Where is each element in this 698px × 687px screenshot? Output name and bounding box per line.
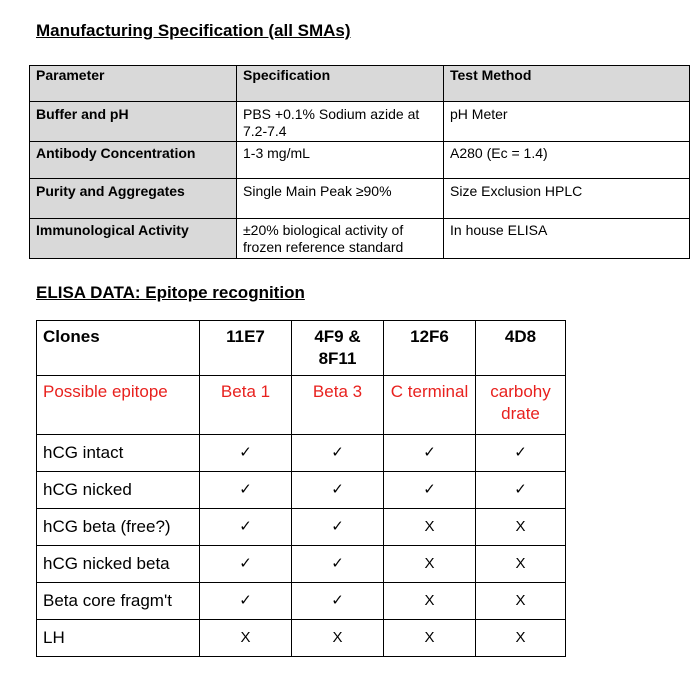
spec-title: Manufacturing Specification (all SMAs) — [36, 21, 351, 40]
spec-parameter: Buffer and pH — [30, 102, 237, 142]
spec-specification: 1-3 mg/mL — [237, 142, 444, 179]
elisa-row — [37, 472, 566, 509]
result-mark: ✓ — [200, 546, 292, 583]
spec-row — [30, 179, 690, 219]
result-mark: ✓ — [292, 472, 384, 509]
result-mark: X — [384, 509, 476, 546]
result-mark: ✓ — [292, 546, 384, 583]
spec-test-method: Size Exclusion HPLC — [444, 179, 690, 219]
spec-parameter: Immunological Activity — [30, 219, 237, 259]
result-mark: ✓ — [476, 472, 566, 509]
elisa-row-label: hCG nicked beta — [37, 546, 200, 583]
result-mark: ✓ — [200, 583, 292, 620]
elisa-header-label: Clones — [37, 321, 200, 376]
spec-test-method: pH Meter — [444, 102, 690, 142]
elisa-row-label: hCG intact — [37, 435, 200, 472]
epitope-cell: Beta 1 — [200, 376, 292, 435]
elisa-row — [37, 509, 566, 546]
spec-header-parameter: Parameter — [30, 66, 237, 102]
spec-specification: Single Main Peak ≥90% — [237, 179, 444, 219]
result-mark: ✓ — [384, 435, 476, 472]
spec-specification: PBS +0.1% Sodium azide at 7.2-7.4 — [237, 102, 444, 142]
result-mark: X — [384, 546, 476, 583]
elisa-row-label: LH — [37, 620, 200, 657]
clone-header: 4F9 & 8F11 — [292, 321, 384, 376]
result-mark: ✓ — [200, 435, 292, 472]
elisa-table — [36, 320, 566, 657]
spec-row — [30, 102, 690, 142]
spec-parameter: Antibody Concentration — [30, 142, 237, 179]
result-mark: X — [476, 509, 566, 546]
result-mark: ✓ — [292, 583, 384, 620]
result-mark: X — [476, 620, 566, 657]
spec-row — [30, 219, 690, 259]
result-mark: ✓ — [292, 435, 384, 472]
spec-header-row — [30, 66, 690, 102]
result-mark: ✓ — [200, 472, 292, 509]
spec-parameter: Purity and Aggregates — [30, 179, 237, 219]
result-mark: ✓ — [292, 509, 384, 546]
clone-header: 4D8 — [476, 321, 566, 376]
elisa-row-label: hCG beta (free?) — [37, 509, 200, 546]
elisa-row — [37, 435, 566, 472]
result-mark: X — [476, 546, 566, 583]
spec-specification: ±20% biological activity of frozen reference standard — [237, 219, 444, 259]
spec-table — [29, 65, 690, 259]
spec-header-specification: Specification — [237, 66, 444, 102]
spec-row — [30, 142, 690, 179]
result-mark: X — [200, 620, 292, 657]
result-mark: ✓ — [476, 435, 566, 472]
epitope-cell: C terminal — [384, 376, 476, 435]
clone-header: 12F6 — [384, 321, 476, 376]
epitope-cell: carbohy drate — [476, 376, 566, 435]
elisa-header-row — [37, 321, 566, 376]
elisa-row-label: hCG nicked — [37, 472, 200, 509]
result-mark: X — [476, 583, 566, 620]
spec-test-method: A280 (Ec = 1.4) — [444, 142, 690, 179]
spec-header-test-method: Test Method — [444, 66, 690, 102]
elisa-row — [37, 620, 566, 657]
elisa-title: ELISA DATA: Epitope recognition — [36, 283, 305, 302]
elisa-row — [37, 583, 566, 620]
epitope-cell: Beta 3 — [292, 376, 384, 435]
elisa-row-label: Beta core fragm't — [37, 583, 200, 620]
elisa-row — [37, 546, 566, 583]
result-mark: ✓ — [384, 472, 476, 509]
result-mark: X — [384, 583, 476, 620]
result-mark: ✓ — [200, 509, 292, 546]
spec-test-method: In house ELISA — [444, 219, 690, 259]
result-mark: X — [292, 620, 384, 657]
result-mark: X — [384, 620, 476, 657]
clone-header: 11E7 — [200, 321, 292, 376]
epitope-row — [37, 376, 566, 435]
epitope-label: Possible epitope — [37, 376, 200, 435]
